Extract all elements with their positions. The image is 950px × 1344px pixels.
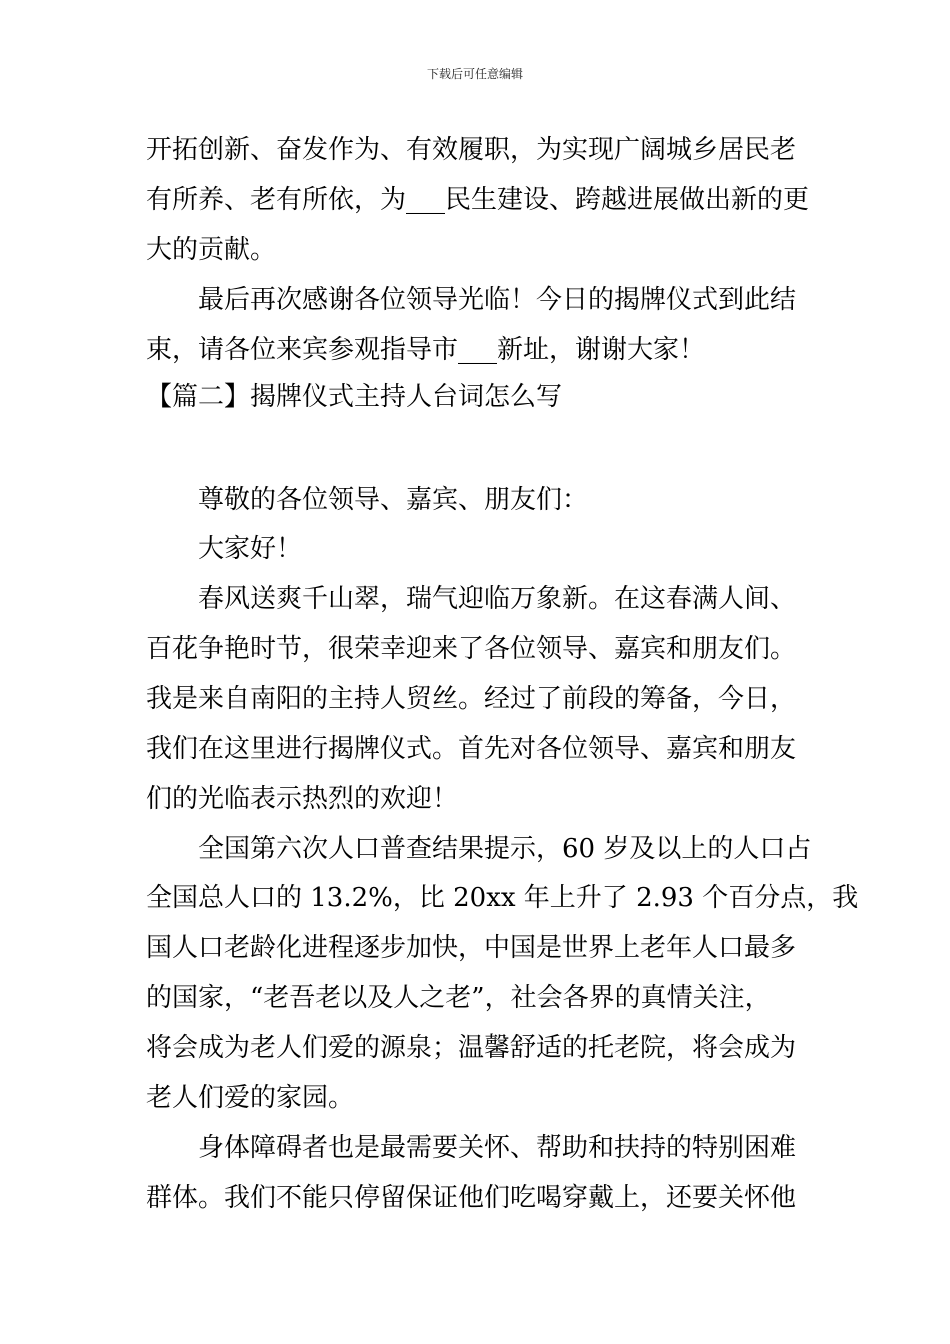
text-line: 束，请各位来宾参观指导市___新址，谢谢大家！ (146, 335, 706, 365)
paragraph-start-line: 身体障碍者也是最需要关怀、帮助和扶持的特别困难 (198, 1133, 797, 1163)
text-line: 开拓创新、奋发作为、有效履职，为实现广阔城乡居民老 (146, 135, 797, 165)
salutation-line: 尊敬的各位领导、嘉宾、朋友们： (198, 485, 589, 515)
text-line: 百花争艳时节，很荣幸迎来了各位领导、嘉宾和朋友们。 (146, 634, 797, 664)
text-line: 将会成为老人们爱的源泉；温馨舒适的托老院，将会成为 (146, 1033, 797, 1063)
text-line: 们的光临表示热烈的欢迎！ (146, 784, 459, 814)
text-line: 大的贡献。 (146, 235, 277, 265)
text-line: 全国总人口的 13.2%，比 20xx 年上升了 2.93 个百分点，我 (146, 883, 859, 913)
text-line: 我是来自南阳的主持人贸丝。经过了前段的筹备，今日， (146, 684, 797, 714)
text-line: 国人口老龄化进程逐步加快，中国是世界上老年人口最多 (146, 933, 797, 963)
section-heading: 【篇二】揭牌仪式主持人台词怎么写 (146, 382, 563, 412)
text-line: 的国家，“老吾老以及人之老”，社会各界的真情关注， (146, 983, 771, 1013)
paragraph-start-line: 春风送爽千山翠，瑞气迎临万象新。在这春满人间、 (198, 584, 797, 614)
paragraph-start-line: 最后再次感谢各位领导光临！今日的揭牌仪式到此结 (198, 285, 797, 315)
greeting-line: 大家好！ (198, 534, 303, 564)
text-line: 有所养、老有所依，为___民生建设、跨越进展做出新的更 (146, 185, 810, 215)
paragraph-start-line: 全国第六次人口普查结果提示，60 岁及以上的人口占 (198, 834, 812, 864)
text-line: 群体。我们不能只停留保证他们吃喝穿戴上，还要关怀他 (146, 1183, 797, 1213)
text-line: 我们在这里进行揭牌仪式。首先对各位领导、嘉宾和朋友 (146, 734, 797, 764)
page-header: 下载后可任意编辑 (426, 67, 523, 81)
text-line: 老人们爱的家园。 (146, 1083, 355, 1113)
